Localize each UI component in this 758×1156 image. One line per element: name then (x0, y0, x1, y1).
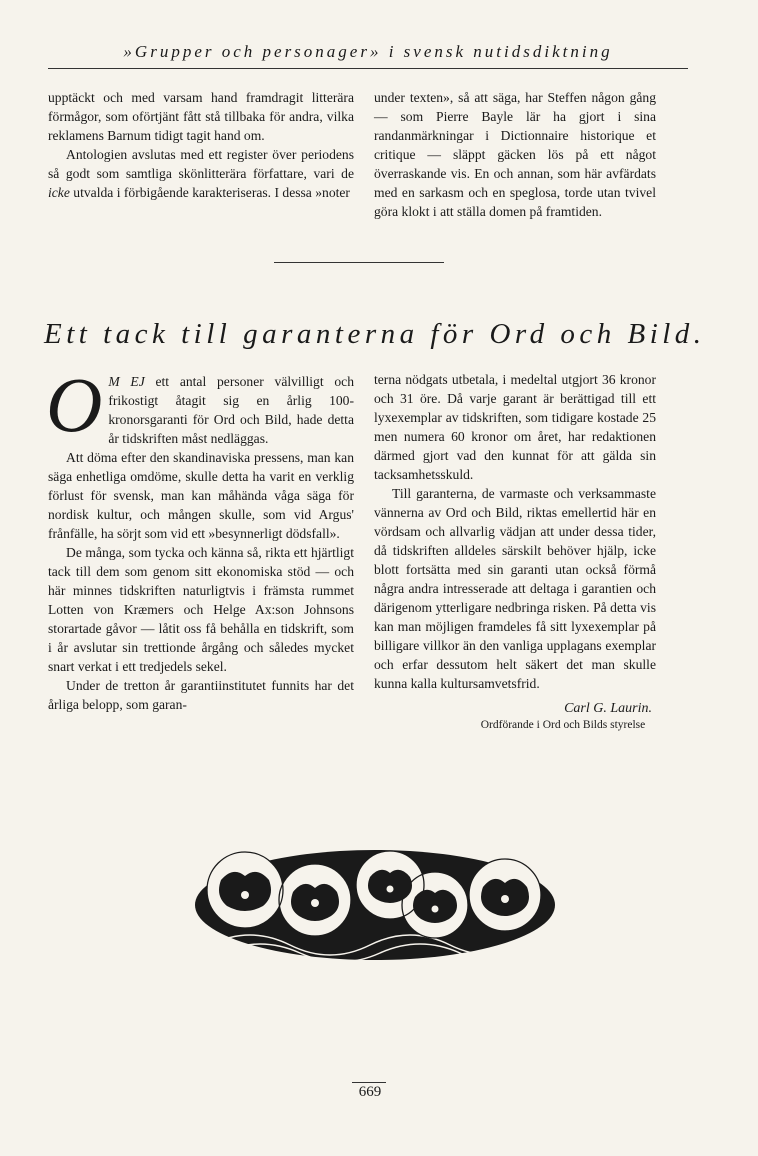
running-head: »Grupper och personager» i svensk nutidsdiktning (123, 42, 613, 61)
article-title: Ett tack till garanterna för Ord och Bild. (44, 318, 706, 350)
drop-cap: O (46, 361, 103, 448)
page-number-rule (352, 1082, 386, 1083)
paragraph: terna nödgats utbetala, i medeltal utgjort 36 kronor och 31 öre. Då varje garant är berättigad till ett lyxexemplar av tidskriften, som tidigare kostade 25 men numera 60 kronor om året, har redaktionen därmed gjort vad den kunnat för att gälda sin tacksamhetsskuld. (374, 372, 656, 482)
article-left-column (46, 361, 354, 714)
article-right-column (374, 370, 656, 733)
paragraph: Till garanterna, de varmaste och verksammaste vännerna av Ord och Bild, riktas emellertid här en vördsam och allvarlig vädjan att under dessa tider, då tidskriften alldeles särskilt behöver hjälp, icke blott fortsätta med sin garanti utan också förmå några andra intresserade att deltaga i garantien och därigenom ytterligare nedbringa risken. På detta vis kan man möjligen framdeles få sitt lyxexemplar på billigare villkor än den vanliga upplagans exemplar och erfar dessutom helt säkert det man skulle kunna kalla kultursamvetsfrid. (374, 486, 656, 691)
paragraph: upptäckt och med varsam hand framdragit litterära förmågor, som oförtjänt fått stå tillbaka för andra, vilka reklamens Barnum tidigt tagit hand om. (48, 90, 354, 143)
page-number: 669 (358, 1084, 382, 1100)
signature-title: Ordförande i Ord och Bilds styrelse (480, 719, 646, 731)
top-right-column (374, 88, 656, 221)
paragraph: O M EJ ett antal personer välvilligt och frikostigt åtagit sig en årlig 100-kronorsgaranti för Ord och Bild, hade detta år tidskriften måst nedläggas. (46, 361, 354, 448)
paragraph: Under de tretton år garantiinstitutet funnits har det årliga belopp, som garan- (48, 678, 354, 712)
emphasis: icke (48, 185, 70, 200)
pansy-ornament-icon (190, 845, 560, 965)
opening-words: M EJ (108, 374, 145, 389)
signature-name: Carl G. Laurin. (564, 701, 652, 716)
paragraph: Antologien avslutas med ett register över periodens så godt som samtliga skönlitterära författare, vari de icke utvalda i förbigående karakteriseras. I dessa »noter (48, 147, 354, 200)
paragraph: De många, som tycka och känna så, rikta ett hjärtligt tack till dem som genom sitt ekonomiska stöd — och här minnes tidskriften naturligtvis i främsta rummet Lotten von Kræmers och Helge Ax:son Johnsons storartade gåvor — låtit oss få behålla en tidskrift, som i år avslutar sin trettionde årgång och således mycket snart verkat i ett tredjedels sekel. (48, 545, 354, 674)
paragraph: Att döma efter den skandinaviska pressens, man kan säga enhetliga omdöme, skulle detta ha varit en verklig förlust för svensk, man kan måhända våga säga för nordisk kultur, och mången skulle, som vid Argus' frånfälle, ha sörjt som vid ett »besynnerligt dödsfall». (48, 450, 354, 541)
section-divider (274, 262, 444, 263)
paragraph: under texten», så att säga, har Steffen någon gång — som Pierre Bayle lär ha gjort i sina randanmärkningar i Dictionnaire historique et critique — släppt gäcken lös på ett något överraskande vis. En och annan, som här avfärdats med en sarkasm och en speglosa, torde utan tvivel göra klokt i att ställa domen på framtiden. (374, 90, 656, 219)
header-rule (48, 68, 688, 69)
top-left-column (48, 88, 354, 202)
